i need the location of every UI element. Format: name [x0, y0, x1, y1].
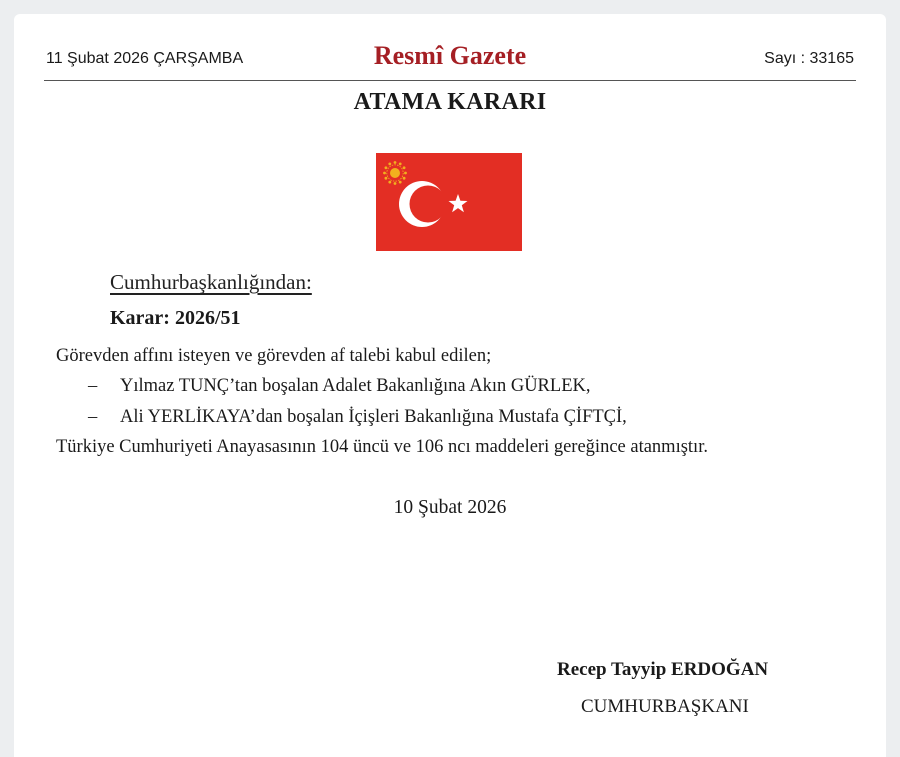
- turkish-flag-icon: [376, 153, 522, 251]
- header-divider: [44, 80, 856, 81]
- list-item-text: Yılmaz TUNÇ’tan boşalan Adalet Bakanlığına Akın GÜRLEK,: [120, 376, 591, 396]
- signatory-name: Recep Tayyip ERDOĞAN: [557, 659, 769, 680]
- list-item: [88, 407, 627, 428]
- gazette-page: [14, 14, 886, 757]
- intro-paragraph: Görevden affını isteyen ve görevden af talebi kabul edilen;: [56, 346, 492, 366]
- list-item: [88, 376, 590, 397]
- issuer-heading: Cumhurbaşkanlığından:: [110, 270, 312, 294]
- decision-date: 10 Şubat 2026: [393, 497, 507, 518]
- closing-paragraph: Türkiye Cumhuriyeti Anayasasının 104 üncü ve 106 ncı maddeleri gereğince atanmıştır.: [56, 437, 708, 457]
- issue-number: Sayı : 33165: [764, 50, 854, 67]
- list-item-text: Ali YERLİKAYA’dan boşalan İçişleri Bakanlığına Mustafa ÇİFTÇİ,: [120, 407, 627, 427]
- issue-date: 11 Şubat 2026 ÇARŞAMBA: [46, 50, 244, 67]
- list-dash: –: [88, 407, 98, 427]
- decision-number: Karar: 2026/51: [110, 307, 241, 329]
- signatory-title: CUMHURBAŞKANI: [581, 696, 749, 717]
- gazette-header: [44, 38, 856, 78]
- publication-title: Resmî Gazete: [373, 41, 527, 70]
- list-dash: –: [88, 376, 98, 396]
- document-title: ATAMA KARARI: [353, 89, 547, 115]
